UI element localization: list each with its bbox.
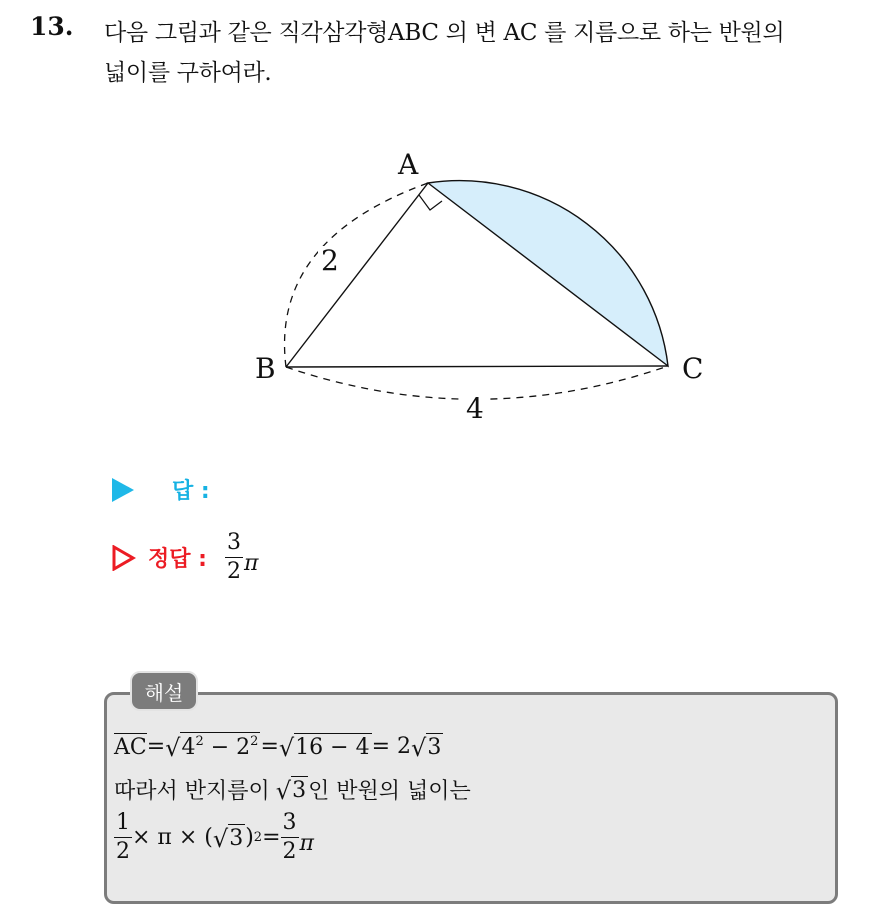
question-number: 13. — [30, 12, 74, 41]
solution-line-2-pre: 따라서 반지름이 — [114, 779, 270, 804]
sqrt-1-exp2: 2 — [250, 734, 259, 749]
sqrt-1-exp: 2 — [195, 734, 204, 749]
right-angle-mark — [419, 195, 442, 210]
solution-line-3 — [114, 812, 314, 863]
semicircle-shading — [428, 181, 668, 366]
correct-pi: π — [243, 551, 259, 576]
length-label-bc: 4 — [466, 392, 484, 425]
equals-3: = 2 — [371, 733, 412, 759]
question-text-line-2: 넓이를 구하여라. — [104, 60, 272, 86]
question-text-line-1: 다음 그림과 같은 직각삼각형ABC 의 변 AC 를 지름으로 하는 반원의 — [104, 20, 785, 46]
vertex-label-c: C — [682, 352, 704, 385]
answer-row — [112, 474, 210, 505]
close-paren: ) — [245, 825, 254, 850]
solution-line-2 — [114, 774, 471, 805]
segment-ac: AC — [114, 734, 147, 760]
equals-4: = — [262, 825, 281, 850]
result-pi: π — [299, 831, 314, 856]
vertex-label-a: A — [398, 148, 419, 181]
side-ab — [286, 183, 428, 367]
correct-numerator: 3 — [225, 532, 243, 558]
solution-tab: 해설 — [130, 671, 198, 711]
sqrt-radius-2: √ 3 — [212, 825, 244, 853]
sqrt-3: √ 3 — [411, 733, 442, 762]
play-triangle-icon — [112, 478, 134, 502]
correct-answer-label: 정답 : — [148, 547, 207, 572]
square-exp: 2 — [253, 830, 263, 845]
solution-line-1 — [114, 732, 443, 760]
correct-answer-value — [225, 532, 258, 583]
correct-answer-row — [112, 532, 258, 583]
side-bc — [286, 366, 668, 367]
sqrt-1: √ $4^2 - 2^2$ — [165, 734, 259, 762]
sqrt-radius: √ 3 — [275, 777, 307, 805]
length-label-ab: 2 — [321, 244, 339, 277]
answer-label: 답 : — [172, 479, 210, 504]
solution-line-2-post: 인 반원의 넓이는 — [308, 779, 471, 804]
fraction-result: $\frac{3}{2}$ — [282, 810, 297, 864]
equals-1: = — [146, 733, 166, 759]
solution-line-3-mid: × π × ( — [132, 825, 213, 850]
outline-triangle-icon — [112, 545, 136, 571]
sqrt-2: √ 16 − 4 — [278, 733, 370, 762]
vertex-label-b: B — [255, 352, 276, 385]
correct-denominator: 2 — [226, 559, 241, 584]
sqrt-1-minus: − 2 — [203, 735, 251, 760]
fraction-half: $\frac{1}{2}$ — [116, 810, 130, 864]
equals-2: = — [260, 733, 279, 759]
sqrt-1-base: 4 — [181, 735, 196, 760]
